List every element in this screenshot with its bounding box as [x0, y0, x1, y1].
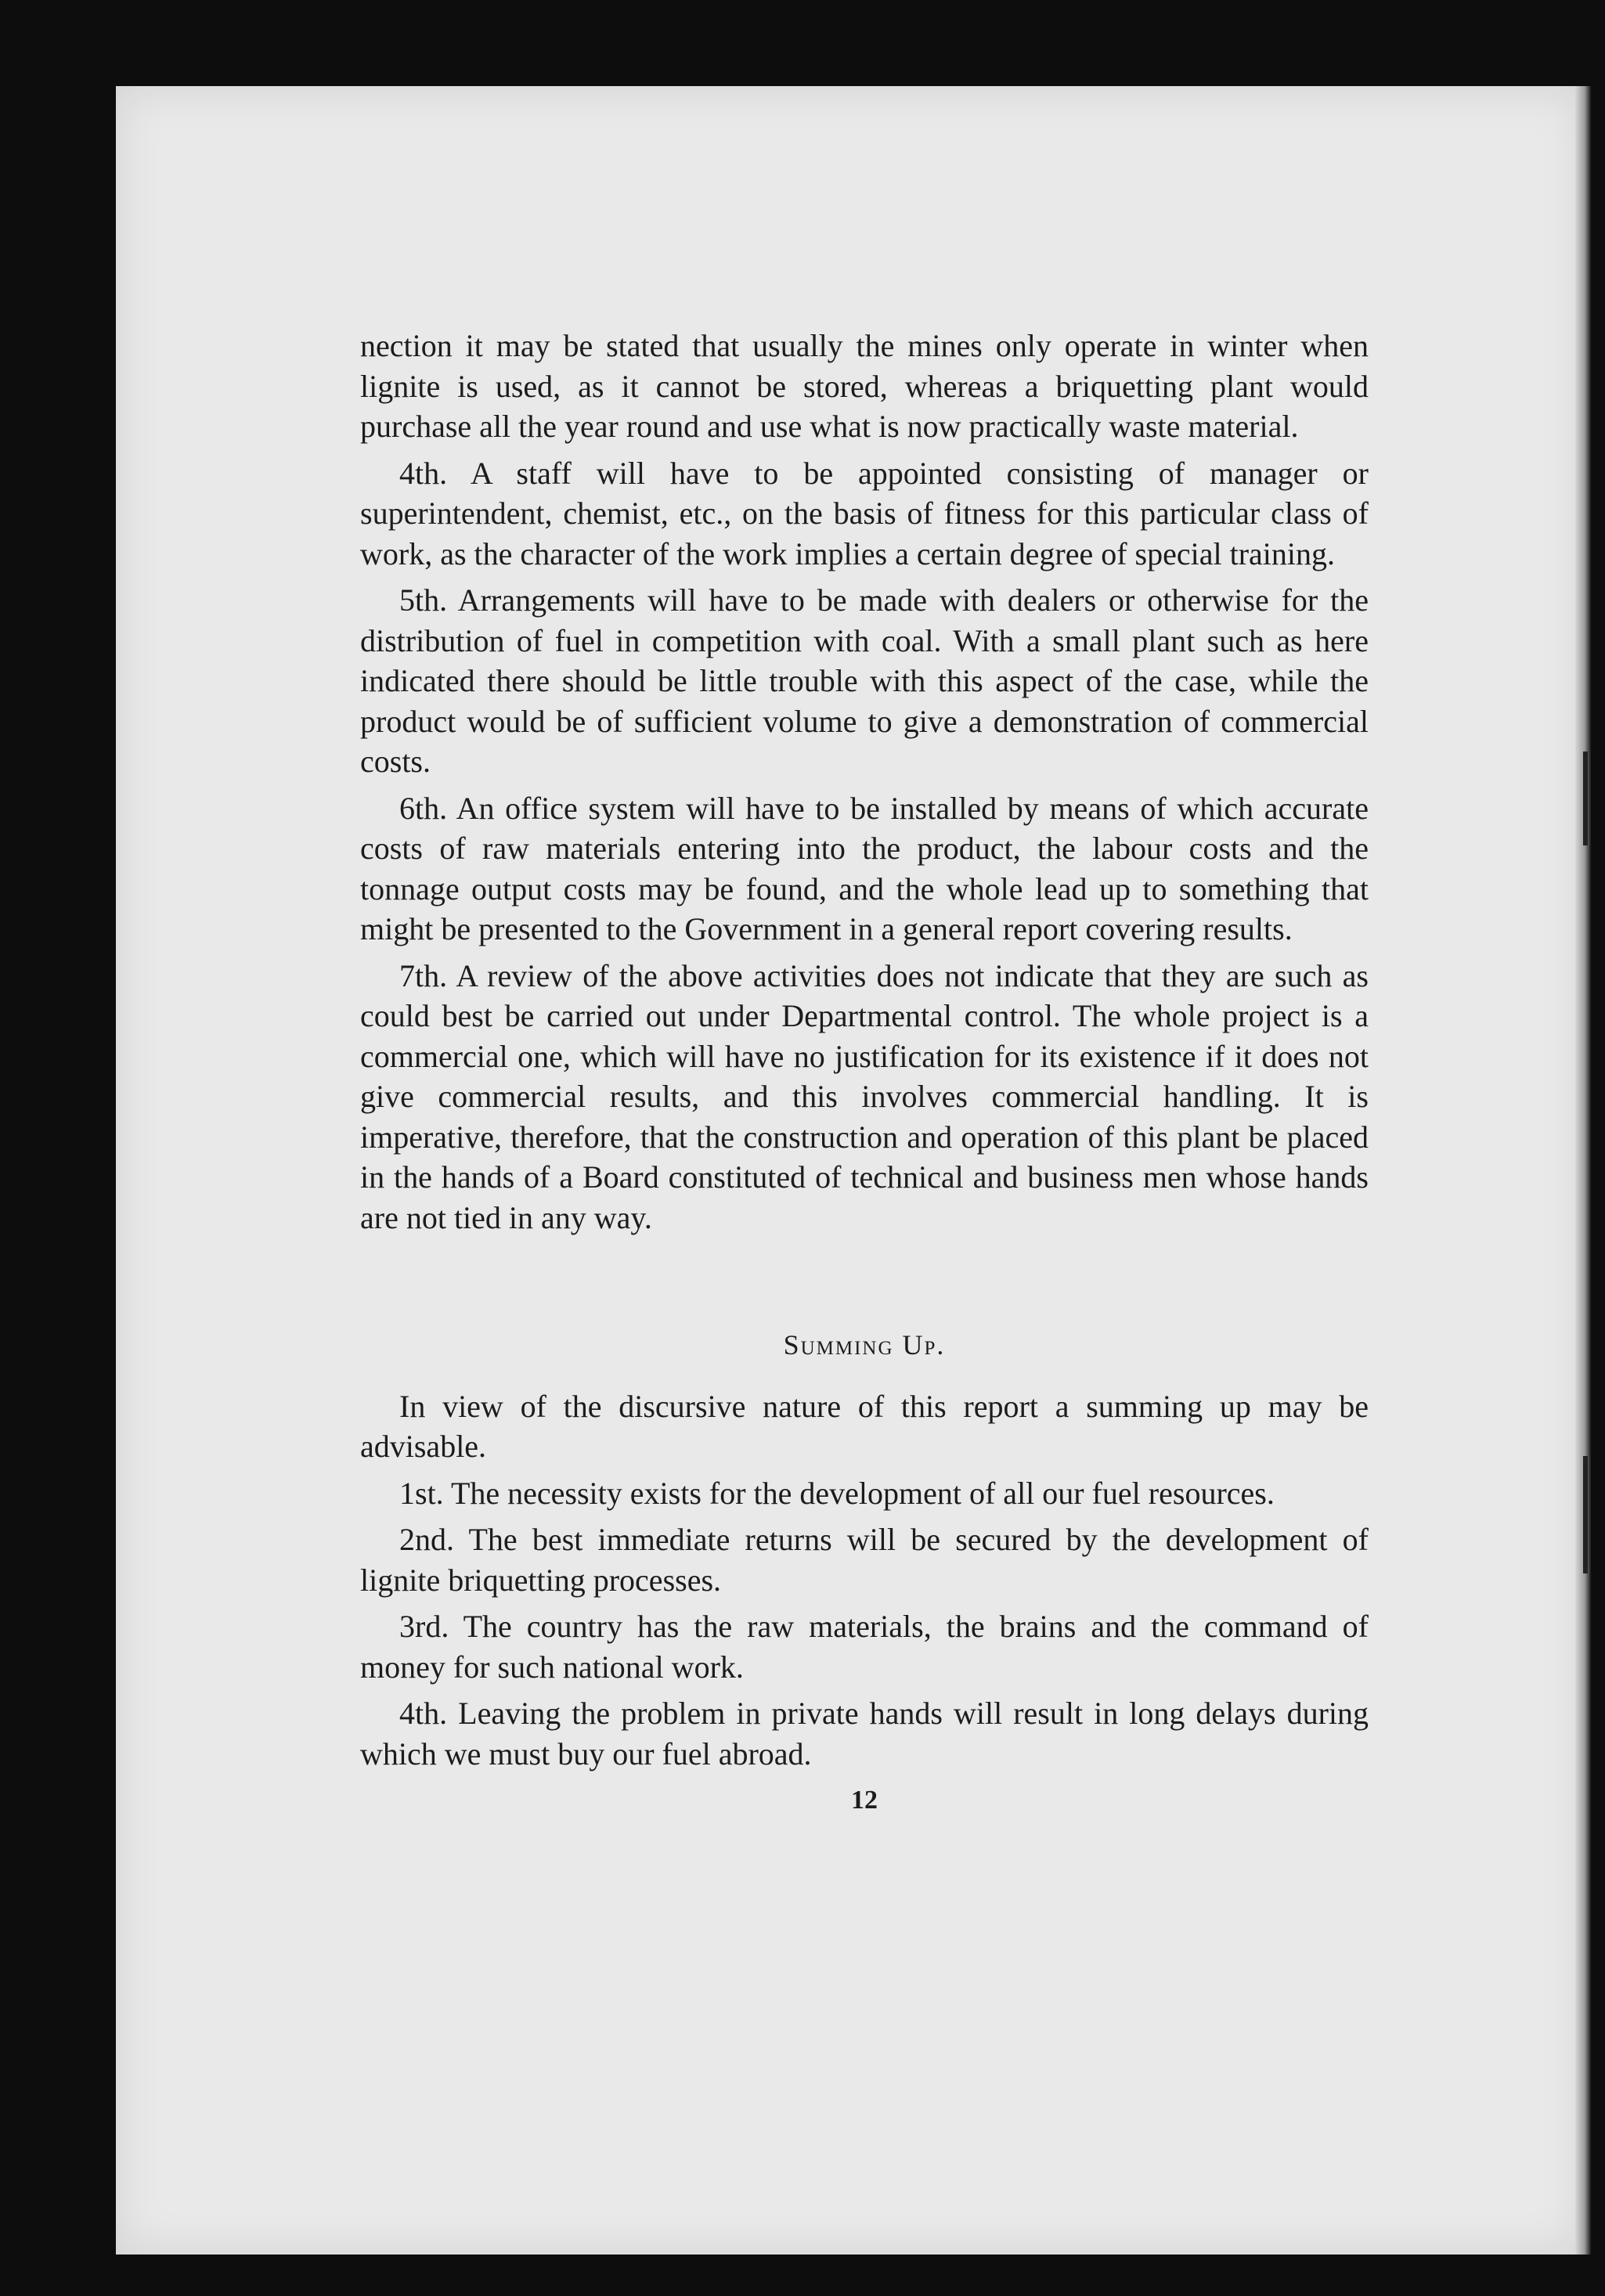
summary-item-4th: 4th. Leaving the problem in private hands will result in long delays during which we must buy our fuel abroad. — [360, 1696, 1369, 1772]
paragraph-continuation: nection it may be stated that usually the mines only operate in winter when lignite is used, as it cannot be stored, whereas a briquetting plant would purchase all the year round and use what is now practically waste material. — [360, 328, 1369, 444]
paragraph-4th: 4th. A staff will have to be appointed consisting of manager or superintendent, chemist, etc., on the basis of fitness for this particular class of work, as the character of the work implies a certain degree of special training. — [360, 455, 1369, 571]
section-heading: Summing Up. — [783, 1329, 946, 1361]
summary-item-1st: 1st. The necessity exists for the development of all our fuel resources. — [399, 1475, 1275, 1511]
summary-intro: In view of the discursive nature of this report a summing up may be advisable. — [360, 1388, 1369, 1464]
paragraph-7th: 7th. A review of the above activities does not indicate that they are such as could best be carried out under Departmental control. The whole project is a commercial one, which will have no justification for its existence if it does not give commercial results, and this involves commercial handling. It is imperative, therefore, that the construction and operation of this plant be placed in the hands of a Board constituted of technical and business men whose hands are not tied in any way. — [360, 957, 1369, 1235]
summary-item-3rd: 3rd. The country has the raw materials, the brains and the command of money for such national work. — [360, 1609, 1369, 1685]
paragraph-5th: 5th. Arrangements will have to be made with dealers or otherwise for the distribution of fuel in competition with coal. With a small plant such as here indicated there should be little trouble with this aspect of the case, while the product would be of sufficient volume to give a demonstration of commercial costs. — [360, 582, 1369, 779]
summary-item-2nd: 2nd. The best immediate returns will be secured by the development of lignite briquetting processes. — [360, 1522, 1369, 1598]
page-text — [360, 326, 1369, 1827]
edge-mark — [1583, 752, 1588, 845]
edge-mark — [1583, 1456, 1588, 1573]
page-number: 12 — [851, 1786, 878, 1815]
paragraph-6th: 6th. An office system will have to be installed by means of which accurate costs of raw materials entering into the product, the labour costs and the tonnage output costs may be found, and the whole lead up to something that might be presented to the Government in a general report covering results. — [360, 790, 1369, 946]
book-spine — [1575, 86, 1591, 2255]
